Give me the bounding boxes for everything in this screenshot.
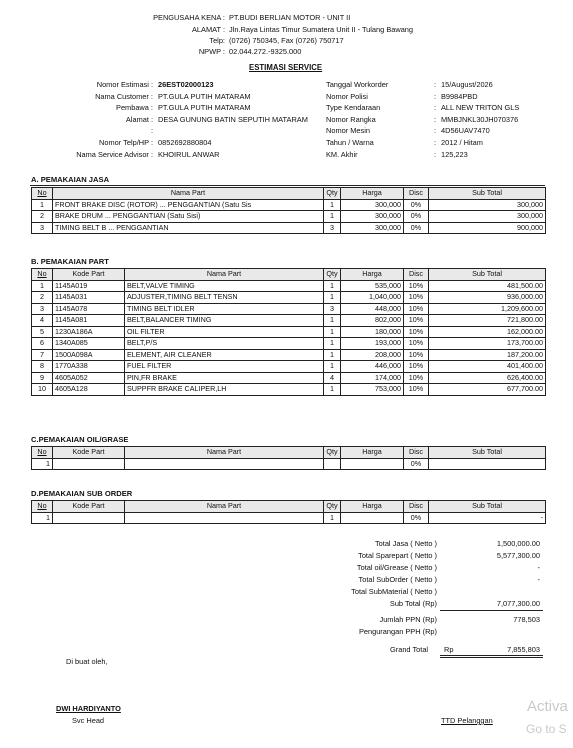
subtotal-underline	[440, 610, 543, 611]
company-address: Jln.Raya Lintas Timur Sumatera Unit II - Tulang Bawang	[229, 25, 414, 34]
summary-value: 778,503	[513, 615, 540, 624]
cell-kode-part: 1770A338	[53, 361, 125, 373]
cell-sub-total: 300,000	[429, 211, 546, 223]
table-row	[32, 292, 546, 304]
info-value: 2012 / Hitam	[441, 138, 483, 147]
info-value: 4D56UAV7470	[441, 126, 490, 136]
summary-label: Total Sparepart ( Netto )	[358, 551, 437, 560]
document-title: ESTIMASI SERVICE	[249, 63, 323, 72]
cell-sub-total: 626,400.00	[429, 372, 546, 384]
cell-nama-part: FUEL FILTER	[125, 361, 324, 373]
info-label: Nama Customer :	[95, 91, 153, 101]
info-label: Nomor Mesin	[326, 126, 370, 136]
cell-nama-part: PIN,FR BRAKE	[125, 372, 324, 384]
cell-sub-total: 162,000.00	[429, 326, 546, 338]
summary-label: Pengurangan PPH (Rp)	[358, 627, 437, 636]
phone-label: Telp:	[209, 36, 225, 45]
cell-disc: 10%	[404, 361, 429, 373]
cell-kode-part: 1500A098A	[53, 349, 125, 361]
cell-harga: 300,000	[341, 211, 404, 223]
cell-harga: 802,000	[341, 315, 404, 327]
section-title-oil: C.PEMAKAIAN OIL/GRASE	[31, 435, 129, 444]
summary-label: Sub Total (Rp)	[389, 599, 437, 608]
cell-nama-part: SUPPFR BRAKE CALIPER,LH	[125, 384, 324, 396]
cell-harga: 448,000	[341, 303, 404, 315]
cell-qty	[125, 512, 324, 524]
col-header-no: No	[32, 269, 53, 281]
cell-qty: 1	[324, 315, 341, 327]
cell-nama-part: BELT,BALANCER TIMING	[125, 315, 324, 327]
cell-nama-part	[53, 512, 125, 524]
info-value: 26EST02000123	[158, 80, 214, 89]
table-row	[32, 512, 546, 524]
cell-no: 1	[32, 199, 53, 211]
cell-disc: 10%	[404, 372, 429, 384]
cell-nama-part: TIMING BELT IDLER	[125, 303, 324, 315]
cell-qty: 1	[324, 338, 341, 350]
info-label: Tahun / Warna	[326, 138, 374, 147]
cell-sub-total: 1,209,600.00	[429, 303, 546, 315]
cell-no: 3	[32, 303, 53, 315]
col-header-no: No	[32, 447, 53, 459]
section-title-jasa: A. PEMAKAIAN JASA	[31, 175, 110, 184]
cell-no: 8	[32, 361, 53, 373]
info-label: Type Kendaraan	[326, 103, 381, 113]
cell-nama-part	[53, 458, 125, 470]
section-title-suborder: D.PEMAKAIAN SUB ORDER	[31, 489, 133, 498]
signer-name: DWI HARDIYANTO	[56, 704, 121, 713]
table-row	[32, 384, 546, 396]
cell-sub-total: 0%	[404, 512, 429, 524]
info-value: 15/August/2026	[441, 80, 493, 89]
activation-watermark-line2: Go to S	[526, 722, 567, 736]
cell-no: 7	[32, 349, 53, 361]
col-header-harga: Harga	[341, 269, 404, 281]
summary-value: -	[537, 575, 540, 584]
cell-no: 3	[32, 222, 53, 234]
suborder-table	[31, 500, 546, 524]
section-title-part: B. PEMAKAIAN PART	[31, 257, 109, 266]
company-label: PENGUSAHA KENA :	[153, 13, 225, 22]
col-header-sub-total: Sub Total	[429, 447, 546, 459]
summary-label: Total SubMaterial ( Netto )	[351, 587, 437, 596]
info-colon: :	[434, 80, 437, 89]
cell-nama-part: OIL FILTER	[125, 326, 324, 338]
table-row	[32, 303, 546, 315]
info-label: Pembawa :	[116, 103, 153, 113]
col-header-nama-part: Nama Part	[125, 501, 324, 513]
cell-nama-part: TIMING BELT B ... PENGGANTIAN	[53, 222, 324, 234]
info-colon: :	[434, 114, 437, 124]
cell-nama-part: BELT,P/S	[125, 338, 324, 350]
info-value: PT.GULA PUTIH MATARAM	[158, 103, 251, 113]
cell-harga: 535,000	[341, 280, 404, 292]
cell-disc: 10%	[404, 338, 429, 350]
table-row	[32, 315, 546, 327]
summary-label: Jumlah PPN (Rp)	[379, 615, 437, 624]
info-label: Nomor Polisi	[326, 91, 368, 101]
cell-qty: 1	[324, 199, 341, 211]
cell-qty: 1	[324, 211, 341, 223]
cell-qty: 1	[324, 280, 341, 292]
col-header-harga: Harga	[341, 188, 404, 200]
made-by-label: Di buat oleh,	[66, 657, 108, 666]
cell-nama-part: ELEMENT, AIR CLEANER	[125, 349, 324, 361]
col-header-no: No	[32, 501, 53, 513]
table-row	[32, 458, 546, 470]
cell-disc: 10%	[404, 315, 429, 327]
cell-qty: 1	[324, 326, 341, 338]
grand-total-underline-double	[440, 657, 543, 658]
table-row	[32, 349, 546, 361]
cell-disc: 0%	[404, 211, 429, 223]
cell-nama-part: BRAKE DRUM ... PENGGANTIAN (Satu Sisi)	[53, 211, 324, 223]
cell-no: 10	[32, 384, 53, 396]
cell-no: 9	[32, 372, 53, 384]
cell-sub-total: 677,700.00	[429, 384, 546, 396]
cell-sub-total: 936,000.00	[429, 292, 546, 304]
cell-harga: 193,000	[341, 338, 404, 350]
cell-sub-total: 481,500.00	[429, 280, 546, 292]
info-value: PT.GULA PUTIH MATARAM	[158, 91, 251, 101]
grand-total-underline	[440, 655, 543, 656]
cell-disc: 0%	[404, 222, 429, 234]
col-header-disc: Disc	[404, 269, 429, 281]
table-row	[32, 372, 546, 384]
cell-disc: 10%	[404, 349, 429, 361]
cell-harga: 208,000	[341, 349, 404, 361]
col-header-no: No	[32, 188, 53, 200]
col-header-disc: Disc	[404, 501, 429, 513]
cell-harga	[324, 458, 341, 470]
cell-no: 2	[32, 211, 53, 223]
oil-table	[31, 446, 546, 470]
signer-role: Svc Head	[72, 716, 105, 725]
table-row	[32, 222, 546, 234]
activation-watermark-line1: Activa	[527, 698, 568, 715]
cell-kode-part: 4605A052	[53, 372, 125, 384]
col-header-sub-total: Sub Total	[429, 501, 546, 513]
cell-no: 2	[32, 292, 53, 304]
summary-label: Total SubOrder ( Netto )	[358, 575, 437, 584]
info-label: Nama Service Advisor :	[76, 149, 153, 159]
info-colon: :	[434, 149, 437, 159]
cell-disc: 10%	[404, 384, 429, 396]
cell-qty: 1	[324, 292, 341, 304]
npwp-label: NPWP :	[198, 47, 225, 56]
cell-no: 1	[32, 458, 53, 470]
summary-value: -	[537, 563, 540, 572]
summary-value: 1,500,000.00	[496, 539, 540, 548]
info-colon: :	[434, 138, 437, 147]
col-header-qty: Qty	[324, 269, 341, 281]
col-header-nama-part: Nama Part	[125, 447, 324, 459]
info-value: 125,223	[441, 149, 468, 159]
cell-disc	[341, 458, 404, 470]
info-value: B9984PBD	[441, 91, 478, 101]
cell-harga: 300,000	[341, 199, 404, 211]
address-label: ALAMAT :	[192, 25, 225, 34]
cell-sub-total: 401,400.00	[429, 361, 546, 373]
cell-disc: 0%	[404, 199, 429, 211]
cell-qty: 1	[324, 361, 341, 373]
col-header-qty: Qty	[324, 447, 341, 459]
table-row	[32, 199, 546, 211]
col-header-nama-part: Nama Part	[125, 269, 324, 281]
table-row	[32, 326, 546, 338]
cell-no: 1	[32, 280, 53, 292]
jasa-table	[31, 187, 546, 234]
cell-harga: 1	[324, 512, 341, 524]
cell-kode-part: 1145A019	[53, 280, 125, 292]
cell-no: 5	[32, 326, 53, 338]
table-row	[32, 361, 546, 373]
cell-sub-total: 900,000	[429, 222, 546, 234]
info-value: KHOIRUL ANWAR	[158, 149, 220, 159]
cell-qty: 3	[324, 222, 341, 234]
grand-total-value: 7,855,803	[507, 645, 540, 654]
cell-disc: 10%	[404, 280, 429, 292]
summary-value: 5,577,300.00	[496, 551, 540, 560]
cell-undefined: -	[429, 512, 546, 524]
cell-kode-part: 1145A081	[53, 315, 125, 327]
cell-kode-part: 1340A085	[53, 338, 125, 350]
cell-nama-part: BELT,VALVE TIMING	[125, 280, 324, 292]
grand-total-label: Grand Total	[390, 645, 429, 654]
cell-harga: 446,000	[341, 361, 404, 373]
cell-nama-part: ADJUSTER,TIMING BELT TENSN	[125, 292, 324, 304]
cell-harga: 1,040,000	[341, 292, 404, 304]
cell-harga: 180,000	[341, 326, 404, 338]
cell-qty	[125, 458, 324, 470]
info-label: Nomor Rangka	[326, 114, 376, 124]
info-label: Alamat :	[125, 114, 153, 124]
cell-sub-total: 300,000	[429, 199, 546, 211]
info-value: MMBJNKL30JH070376	[441, 114, 519, 124]
cell-no: 4	[32, 315, 53, 327]
info-label: Nomor Estimasi :	[96, 80, 153, 89]
info-colon: :	[434, 91, 437, 101]
table-row	[32, 211, 546, 223]
col-header-kode-part: Kode Part	[53, 269, 125, 281]
cell-qty: 3	[324, 303, 341, 315]
cell-kode-part: 4605A128	[53, 384, 125, 396]
col-header-kode-part: Kode Part	[53, 447, 125, 459]
summary-label: Total oil/Grease ( Netto )	[356, 563, 437, 572]
col-header-qty: Qty	[324, 501, 341, 513]
col-header-harga: Harga	[341, 501, 404, 513]
info-value: ALL NEW TRITON GLS	[441, 103, 520, 113]
cell-kode-part: 1145A031	[53, 292, 125, 304]
cell-sub-total: 0%	[404, 458, 429, 470]
info-value: DESA GUNUNG BATIN SEPUTIH MATARAM	[158, 114, 308, 124]
col-header-kode-part: Kode Part	[53, 501, 125, 513]
cell-no: 1	[32, 512, 53, 524]
cell-harga: 300,000	[341, 222, 404, 234]
cell-undefined	[429, 458, 546, 470]
col-header-disc: Disc	[404, 447, 429, 459]
cell-harga: 753,000	[341, 384, 404, 396]
col-header-harga: Harga	[341, 447, 404, 459]
grand-total-currency: Rp	[444, 645, 454, 654]
cell-qty: 1	[324, 349, 341, 361]
cell-no: 6	[32, 338, 53, 350]
cell-sub-total: 173,700.00	[429, 338, 546, 350]
cell-harga: 174,000	[341, 372, 404, 384]
customer-signature-label: TTD Pelanggan	[441, 716, 493, 725]
info-label: Tanggal Workorder	[326, 80, 389, 89]
info-colon: :	[434, 126, 437, 136]
col-header-sub-total: Sub Total	[429, 188, 546, 200]
info-label: KM. Akhir	[326, 149, 358, 159]
cell-sub-total: 187,200.00	[429, 349, 546, 361]
cell-qty: 4	[324, 372, 341, 384]
table-row	[32, 280, 546, 292]
info-value: 0852692880804	[158, 138, 212, 147]
info-label: :	[150, 126, 153, 136]
col-header-sub-total: Sub Total	[429, 269, 546, 281]
col-header-nama-part: Nama Part	[53, 188, 324, 200]
col-header-disc: Disc	[404, 188, 429, 200]
cell-nama-part: FRONT BRAKE DISC (ROTOR) ... PENGGANTIAN (Satu Sis	[53, 199, 324, 211]
cell-kode-part: 1230A186A	[53, 326, 125, 338]
section-divider	[30, 185, 545, 186]
cell-disc	[341, 512, 404, 524]
summary-label: Total Jasa ( Netto )	[374, 539, 437, 548]
cell-disc: 10%	[404, 326, 429, 338]
part-table	[31, 268, 546, 396]
table-row	[32, 338, 546, 350]
cell-qty: 1	[324, 384, 341, 396]
cell-kode-part: 1145A078	[53, 303, 125, 315]
cell-disc: 10%	[404, 292, 429, 304]
summary-value: 7,077,300.00	[496, 599, 540, 608]
company-npwp: 02.044.272.-9325.000	[229, 47, 302, 56]
info-label: Nomor Telp/HP :	[99, 138, 153, 147]
cell-disc: 10%	[404, 303, 429, 315]
company-name: PT.BUDI BERLIAN MOTOR - UNIT II	[229, 13, 351, 22]
cell-sub-total: 721,800.00	[429, 315, 546, 327]
company-phone: (0726) 750345, Fax (0726) 750717	[229, 36, 344, 45]
info-colon: :	[434, 103, 437, 113]
col-header-qty: Qty	[324, 188, 341, 200]
